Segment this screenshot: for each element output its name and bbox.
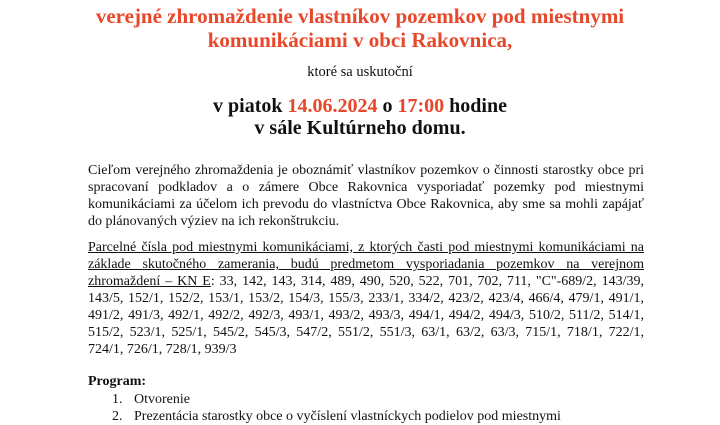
program-item-number: 2. bbox=[112, 409, 123, 424]
parcels-list: : 33, 142, 143, 314, 489, 490, 520, 522, 701, 702, 711, "C"-689/2, 143/39, 143/5, 152/1, 152/2, 153/1, 153/2, 154/3, 155/3, 233/1, 334/2, 423/2, 423/4, 466/4, 479/1, 491/1, 491/2, 491/3, 492/1, 492/2, 492/3, 493/1, 493/2, 493/3, 494/1, 494/2, 494/3, 510/2, 511/2, 514/1, 515/2, 523/1, 525/1, 545/2, 545/3, 547/2, 551/2, 551/3, 63/1, 63/2, 63/3, 715/1, 718/1, 722/1, 724/1, 726/1, 728/1, 939/3 bbox=[88, 274, 644, 357]
meeting-time: 17:00 bbox=[397, 95, 445, 117]
date-suffix: hodine bbox=[444, 95, 507, 117]
program-item-number: 1. bbox=[112, 392, 123, 407]
intro-paragraph: Cieľom verejného zhromaždenia je oboznámiť vlastníkov pozemkov o činnosti starostky obce pri spracovaní podkladov a o zámere Obce Rakovnica vysporiadať pozemky pod miestnymi komunikáciami za účelom ich prevodu do vlastníctva Obce Rakovnica, aby sme sa mohli zapájať do plánovaných výziev na ich rekonštrukciu. bbox=[88, 163, 644, 229]
heading-line-2: komunikáciami v obci Rakovnica, bbox=[207, 28, 513, 52]
program-item-text: Otvorenie bbox=[134, 392, 190, 407]
subtitle: ktoré sa uskutoční bbox=[307, 64, 413, 80]
program-item bbox=[112, 391, 561, 408]
meeting-place: v sále Kultúrneho domu. bbox=[254, 117, 466, 139]
program-item-text: Prezentácia starostky obce o vyčíslení vlastníckych podielov pod miestnymi bbox=[134, 409, 561, 424]
heading-line-1: verejné zhromaždenie vlastníkov pozemkov pod miestnymi bbox=[95, 4, 625, 28]
date-prefix: v piatok bbox=[213, 95, 288, 117]
meeting-date-line bbox=[0, 95, 720, 117]
date-mid: o bbox=[377, 95, 398, 117]
parcels-paragraph bbox=[88, 239, 644, 358]
program-item bbox=[112, 408, 561, 425]
parcels-intro: Parcelné čísla pod miestnymi komunikáciami, z ktorých časti pod miestnymi komunikáciami na základe skutočného zamerania, budú predmetom vysporiadania pozemkov na verejnom zhromaždení – KN E bbox=[88, 240, 644, 289]
meeting-date: 14.06.2024 bbox=[287, 95, 378, 117]
program-heading: Program: bbox=[88, 374, 147, 389]
